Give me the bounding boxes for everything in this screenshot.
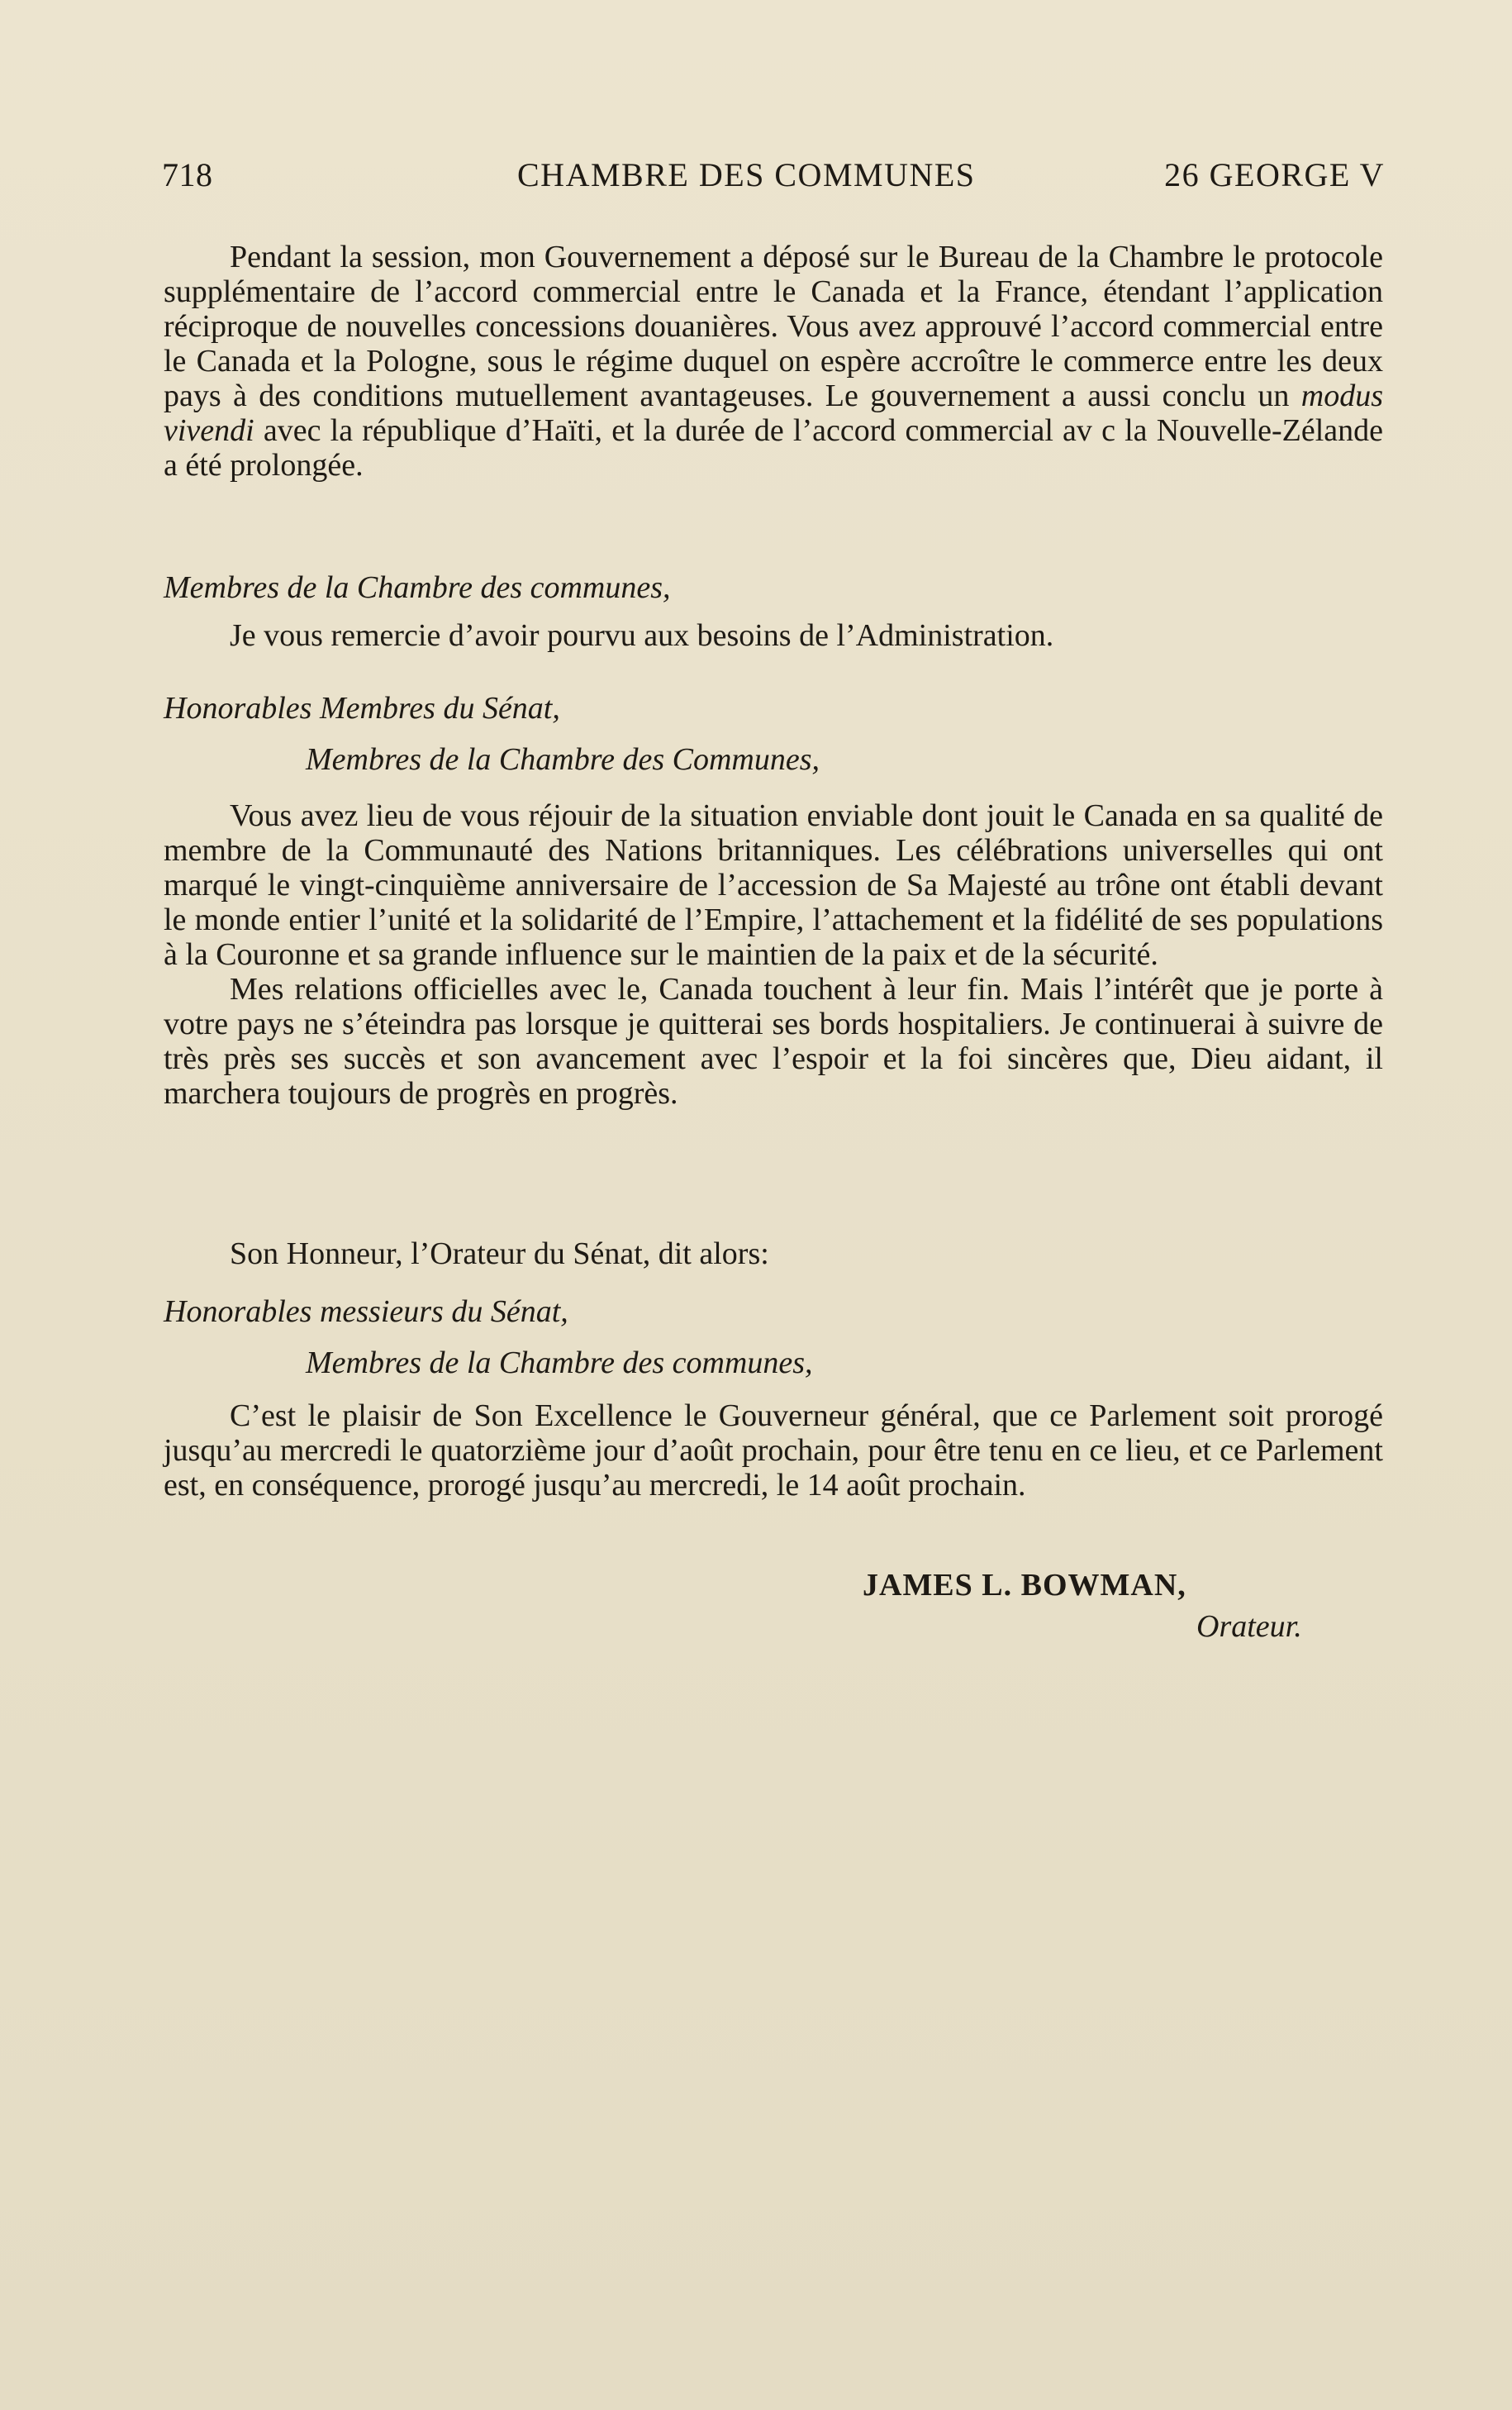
paragraph-thanks — [164, 618, 1383, 653]
address-senate: Honorables messieurs du Sénat, — [164, 1294, 568, 1329]
paragraph-trade-agreements — [164, 240, 1383, 483]
address-commons: Membres de la Chambre des Communes, — [306, 742, 820, 777]
signatory-title: Orateur. — [1196, 1609, 1302, 1644]
paragraph-text: C’est le plaisir de Son Excellence le Gouverneur général, que ce Parlement soit prorogé jusqu’au mercredi le quatorzième jour d’août prochain, pour être tenu en ce lieu, et ce Parlement est, en conséquence, prorogé jusqu’au mercredi, le 14 août prochain. — [164, 1398, 1383, 1503]
paragraph-text: Je vous remercie d’avoir pourvu aux besoins de l’Administration. — [230, 618, 1054, 653]
address-commons: Membres de la Chambre des communes, — [164, 570, 671, 605]
paragraph-text: avec la république d’Haïti, et la durée de l’accord commercial av c la Nouvelle-Zélande a été prolongée. — [164, 413, 1384, 483]
address-commons: Membres de la Chambre des communes, — [306, 1346, 813, 1380]
speaker-statement: Son Honneur, l’Orateur du Sénat, dit alors: — [230, 1236, 769, 1271]
paragraph-commonwealth — [164, 798, 1383, 1111]
italic-term: modus vivendi — [164, 379, 1384, 448]
running-reign: 26 GEORGE V — [1164, 156, 1385, 193]
page-number: 718 — [162, 156, 213, 193]
paragraph-prorogation — [164, 1398, 1383, 1503]
signatory-name: JAMES L. BOWMAN, — [863, 1568, 1186, 1603]
paragraph-text: Pendant la session, mon Gouvernement a déposé sur le Bureau de la Chambre le protocole supplémentaire de l’accord commercial entre le Canada et la France, étendant l’application réciproque de nouvelles concessions douanières. Vous avez approuvé l’accord commercial entre le Canada et la Pologne, sous le régime duquel on espère accroître le commerce entre les deux pays à des conditions mutuellement avantageuses. Le gouvernement a aussi conclu un — [164, 240, 1383, 413]
paragraph-text: Vous avez lieu de vous réjouir de la situation enviable dont jouit le Canada en sa qualité de membre de la Communauté des Nations britanniques. Les célébrations universelles qui ont marqué le vingt-cinquième anniversaire de l’accession de Sa Majesté au trône ont établi devant le monde entier l’unité et la solidarité de l’Empire, l’attachement et la fidélité de ses populations à la Couronne et sa grande influence sur le maintien de la paix et de la sécurité. — [164, 798, 1383, 972]
paragraph-text: Mes relations officielles avec le, Canada touchent à leur fin. Mais l’intérêt que je porte à votre pays ne s’éteindra pas lorsque je quitterai ses bords hospitaliers. Je continuerai à suivre de très près ses succès et son avancement avec l’espoir et la foi sincères que, Dieu aidant, il marchera toujours de progrès en progrès. — [164, 972, 1383, 1111]
address-senate: Honorables Membres du Sénat, — [164, 691, 560, 726]
running-title: CHAMBRE DES COMMUNES — [517, 156, 976, 193]
